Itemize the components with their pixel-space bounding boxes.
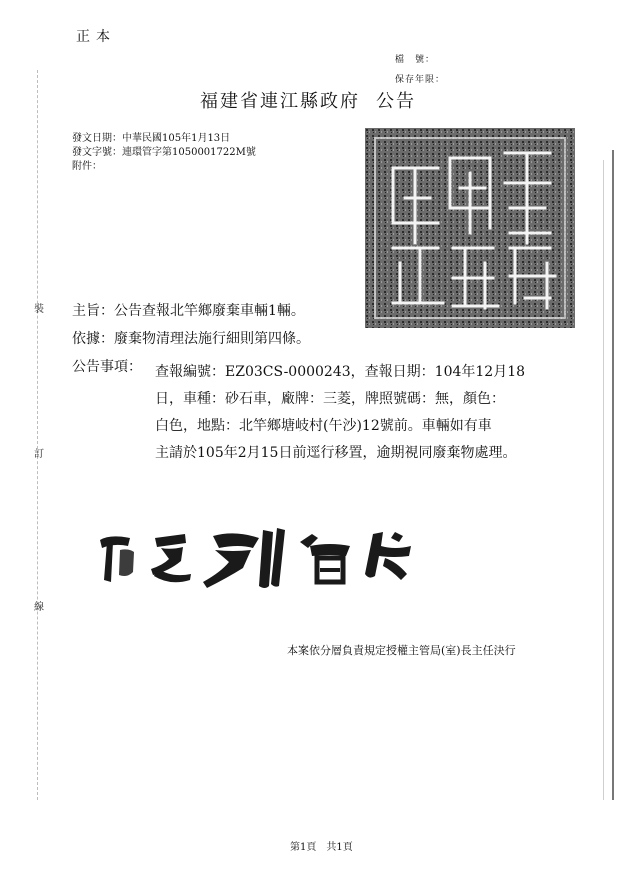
title-agency: 福建省連江縣政府 xyxy=(200,91,360,112)
notice-items xyxy=(155,359,560,467)
page-total: 共1頁 xyxy=(326,842,353,853)
subject-line: 主旨：公告查報北竿鄉廢棄車輛1輛。 xyxy=(72,303,305,319)
issue-number: 發文字號：連環管字第1050001722M號 xyxy=(72,147,256,158)
binding-mark-xian: 線 xyxy=(34,602,44,613)
binding-mark-ding: 訂 xyxy=(34,449,44,460)
official-seal xyxy=(365,128,575,328)
document-title xyxy=(200,87,416,113)
title-type: 公告 xyxy=(376,91,416,112)
binding-mark-zhuang: 裝 xyxy=(34,304,44,315)
delegation-note: 本案依分層負責規定授權主管局(室)長主任決行 xyxy=(287,644,516,657)
notice-line: 日，車種：砂石車，廠牌：三菱，牌照號碼：無，顏色： xyxy=(155,391,505,407)
attachment-label: 附件： xyxy=(72,161,102,172)
file-number-field xyxy=(395,52,435,65)
page-number: 第1頁 xyxy=(290,842,317,853)
file-number-label: 檔 號： xyxy=(395,55,436,65)
page-footer xyxy=(290,838,353,853)
signature-brush-strokes xyxy=(100,528,411,588)
retention-period-field xyxy=(395,72,445,85)
copy-label: 正本 xyxy=(76,29,116,45)
notice-label: 公告事項： xyxy=(72,359,142,375)
basis-line: 依據：廢棄物清理法施行細則第四條。 xyxy=(72,331,310,347)
retention-period-label: 保存年限： xyxy=(395,75,446,85)
notice-line: 白色，地點：北竿鄉塘岐村(午沙)12號前。車輛如有車 xyxy=(155,418,492,434)
scan-edge xyxy=(612,150,614,800)
scan-edge-shadow xyxy=(603,160,604,800)
magistrate-signature-seal xyxy=(95,520,425,590)
binding-guide-line xyxy=(37,70,38,800)
notice-line: 查報編號：EZ03CS-0000243，查報日期：104年12月18 xyxy=(155,364,526,380)
notice-line: 主請於105年2月15日前逕行移置，逾期視同廢棄物處理。 xyxy=(155,445,517,461)
issue-date: 發文日期：中華民國105年1月13日 xyxy=(72,133,231,144)
